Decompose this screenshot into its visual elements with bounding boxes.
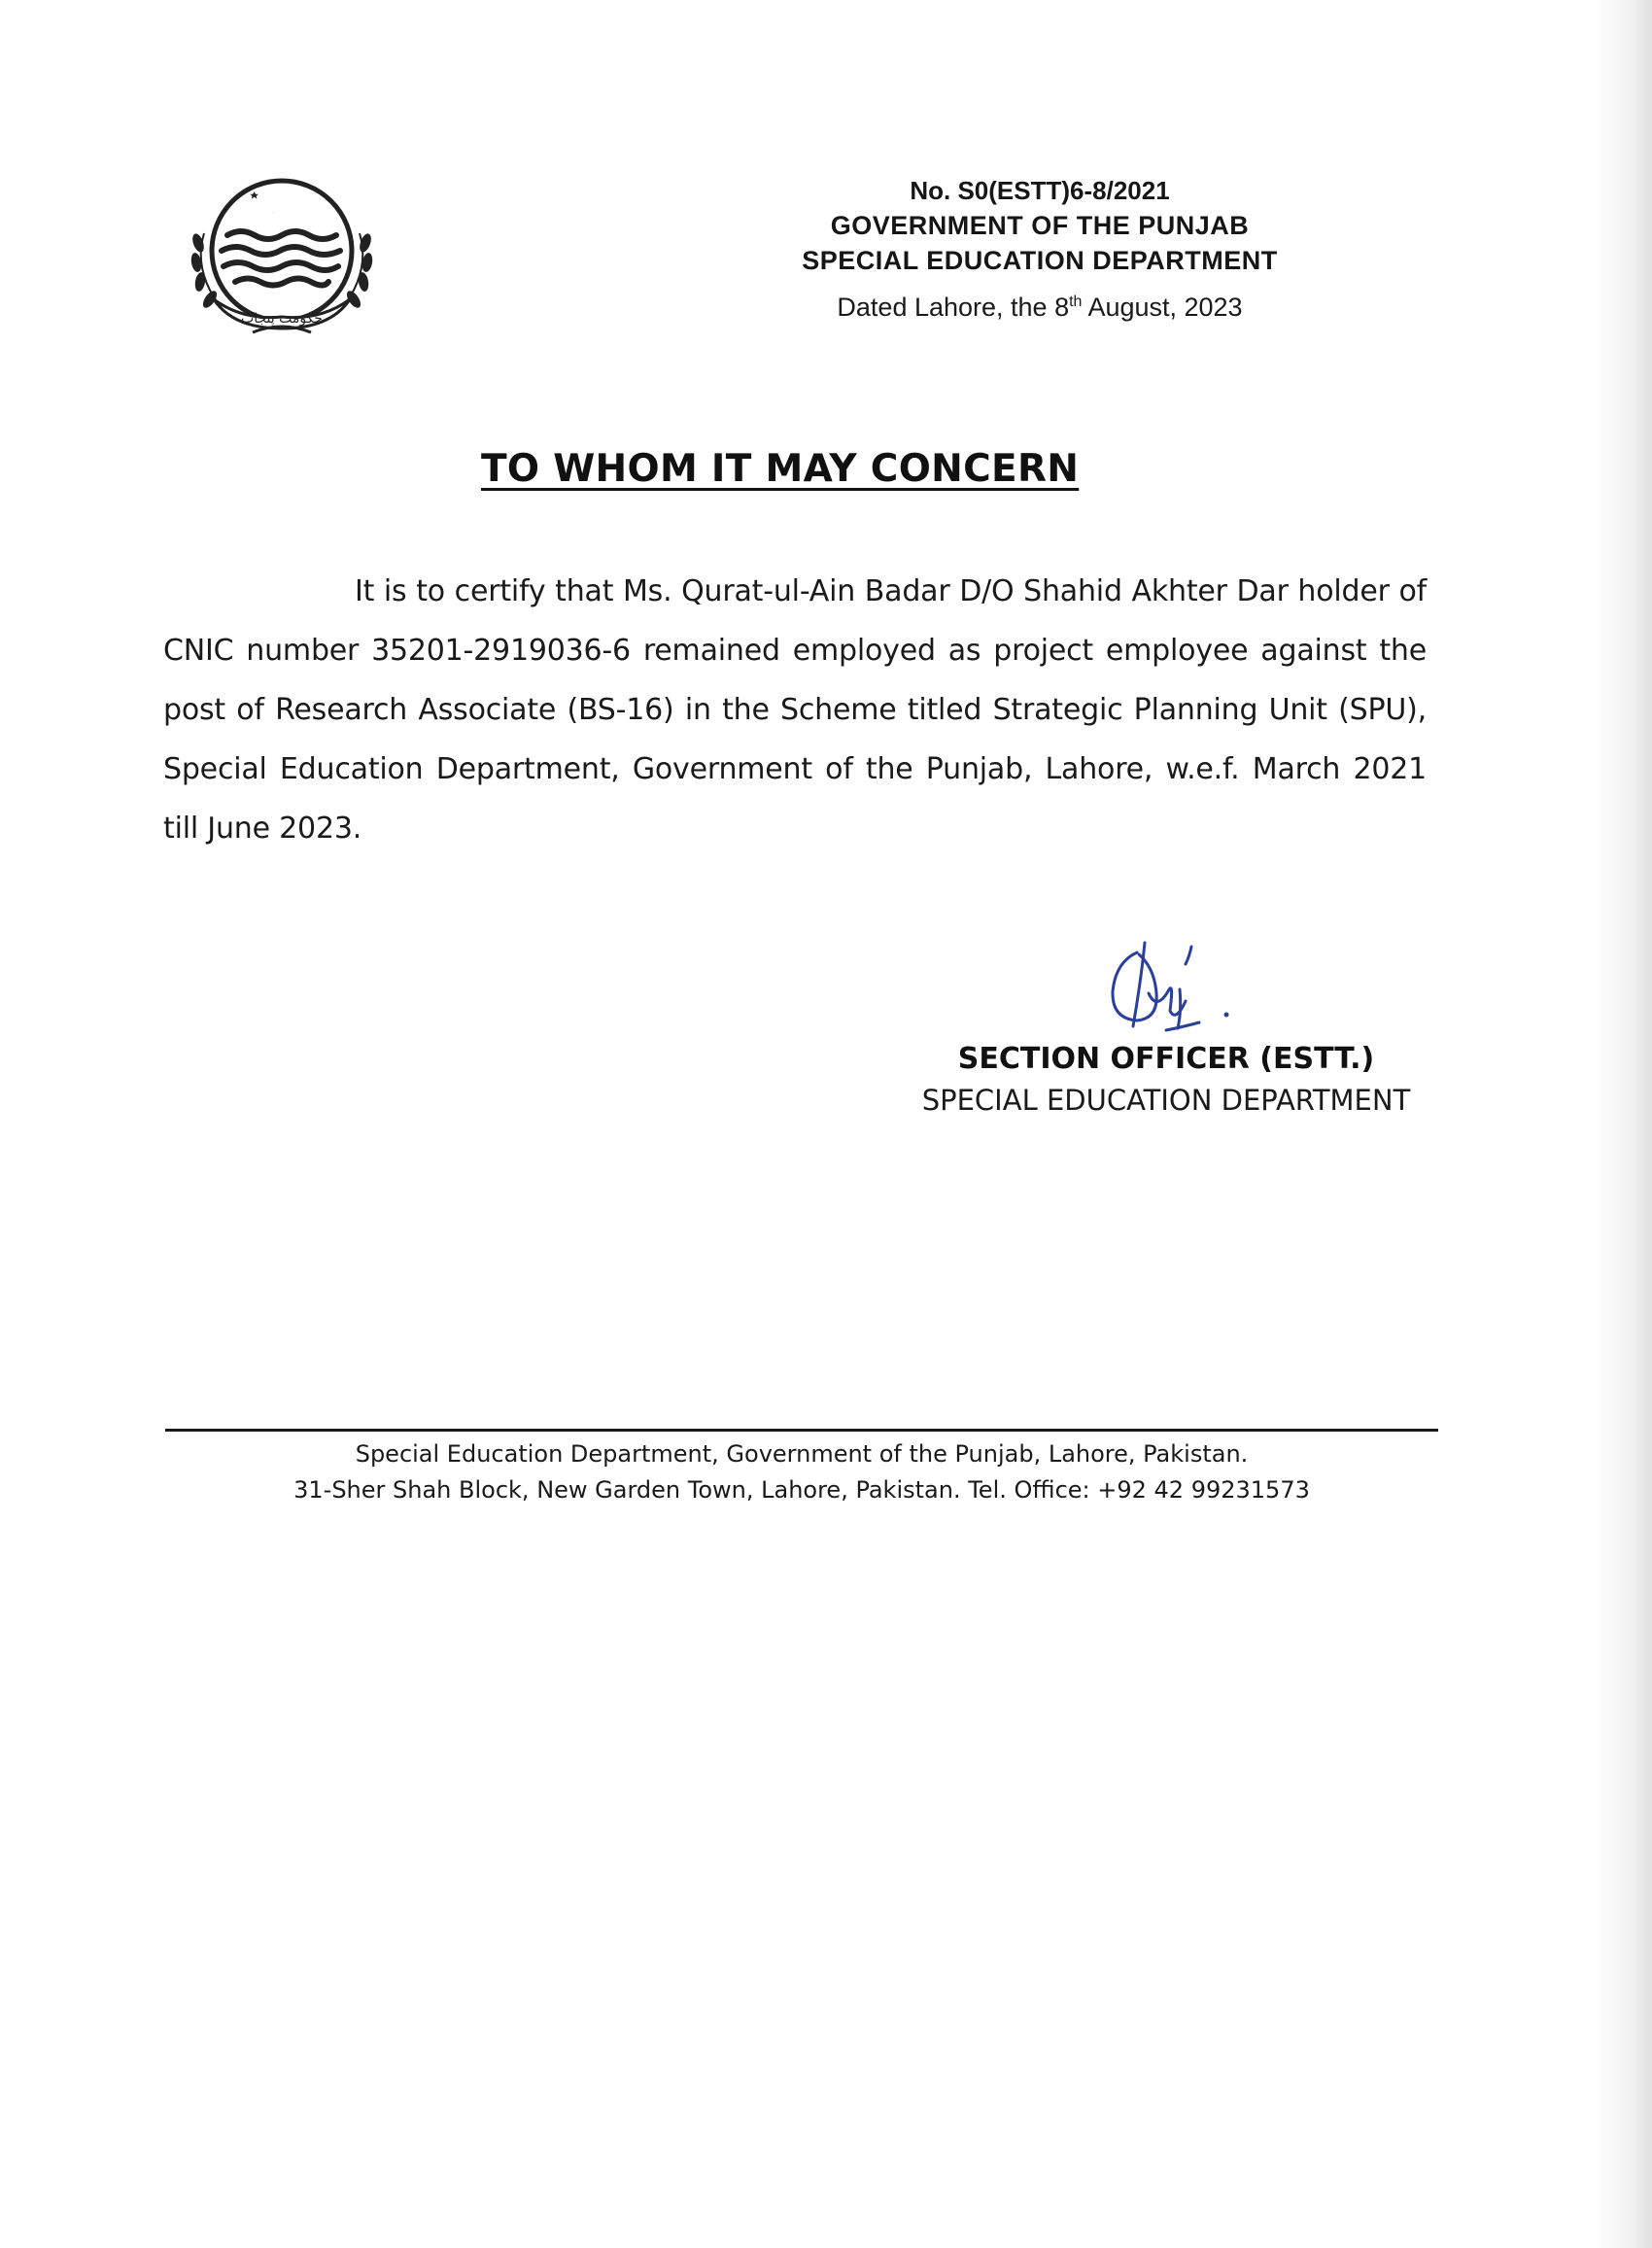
footer-line-1: Special Education Department, Government of the Punjab, Lahore, Pakistan. — [355, 1440, 1249, 1468]
scan-edge-shadow — [1594, 0, 1652, 2248]
reference-number: No. S0(ESTT)6-8/2021 — [910, 176, 1170, 205]
dated-ordinal-suffix: th — [1069, 294, 1083, 310]
department-name: SPECIAL EDUCATION DEPARTMENT — [802, 246, 1278, 275]
footer-address: 31-Sher Shah Block, New Garden Town, Lahore, Pakistan. Tel. Office: +92 42 99231573 — [293, 1476, 1310, 1504]
dated-rest: August, 2023 — [1082, 293, 1243, 322]
signature-icon — [1098, 933, 1254, 1040]
certificate-paragraph: It is to certify that Ms. Qurat-ul-Ain Badar D/O Shahid Akhter Dar holder of CNIC number 35201-2919036-6 remained employed as project employee against the post of Research Associate (BS-16) in the Scheme titled Strategic Planning Unit (SPU), Special Education Department, Government of the Punjab, Lahore, w.e.f. March 2021 till June 2023. — [163, 574, 1427, 846]
government-name: GOVERNMENT OF THE PUNJAB — [830, 211, 1250, 240]
emblem-script-text: حکومت پنجاب — [241, 311, 323, 327]
punjab-emblem-icon — [185, 175, 379, 340]
letterhead — [748, 173, 1331, 325]
dated-prefix: Dated Lahore, the 8 — [837, 293, 1070, 322]
signatory-department: SPECIAL EDUCATION DEPARTMENT — [921, 1084, 1411, 1117]
signature-block — [894, 1038, 1438, 1120]
footer — [165, 1436, 1438, 1508]
page-title: TO WHOM IT MAY CONCERN — [481, 447, 1080, 491]
footer-divider — [165, 1429, 1438, 1432]
dated-line — [748, 290, 1331, 325]
signatory-title: SECTION OFFICER (ESTT.) — [957, 1042, 1375, 1076]
